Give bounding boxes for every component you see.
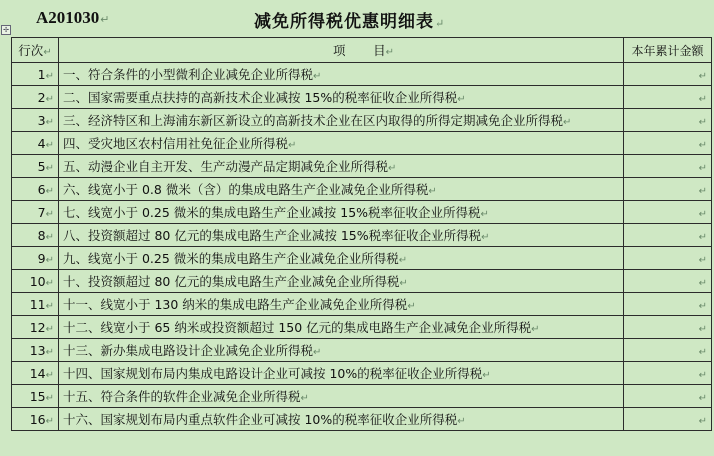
cell-mark-icon: ↵ [398, 255, 408, 266]
table-row [12, 362, 712, 385]
cell-mark-icon: ↵ [45, 93, 54, 105]
cell-mark-icon: ↵ [457, 416, 466, 427]
row-item-text: 七、线宽小于 0.25 微米的集成电路生产企业减按 15%税率征收企业所得税 [63, 205, 481, 220]
cell-mark-icon: ↵ [698, 162, 707, 174]
row-number: 3 [37, 112, 46, 128]
table-row [12, 408, 712, 431]
header-row-no-text: 行次 [18, 43, 44, 58]
cell-mark-icon: ↵ [698, 300, 707, 312]
cell-mark-icon: ↵ [698, 116, 707, 128]
row-number: 1 [37, 66, 46, 82]
cell-mark-icon: ↵ [45, 208, 54, 220]
row-number: 13 [29, 342, 46, 358]
cell-mark-icon: ↵ [45, 369, 54, 381]
row-amount-cell[interactable] [624, 224, 712, 247]
row-item-cell[interactable] [59, 339, 624, 362]
row-item-text: 十一、线宽小于 130 纳米的集成电路生产企业减免企业所得税 [63, 297, 408, 312]
cell-mark-icon: ↵ [288, 140, 297, 151]
cell-mark-icon: ↵ [385, 47, 394, 58]
form-title [254, 7, 445, 32]
row-item-cell[interactable] [59, 201, 624, 224]
row-item-text: 一、符合条件的小型微利企业减免企业所得税 [63, 67, 314, 82]
cell-mark-icon: ↵ [45, 346, 54, 358]
table-row [12, 339, 712, 362]
cell-mark-icon: ↵ [698, 369, 707, 381]
row-item-text: 五、动漫企业自主开发、生产动漫产品定期减免企业所得税 [63, 159, 389, 174]
header-amount[interactable] [624, 38, 712, 63]
tax-relief-table [11, 37, 712, 431]
row-item-cell[interactable] [59, 63, 624, 86]
row-item-cell[interactable] [59, 385, 624, 408]
row-item-text: 九、线宽小于 0.25 微米的集成电路生产企业减免企业所得税 [63, 251, 399, 266]
cell-mark-icon: ↵ [45, 415, 54, 427]
cell-mark-icon: ↵ [45, 185, 54, 197]
row-item-text: 八、投资额超过 80 亿元的集成电路生产企业减按 15%税率征收企业所得税 [63, 228, 482, 243]
cell-mark-icon: ↵ [531, 324, 540, 335]
row-number-cell[interactable] [12, 270, 59, 293]
cell-mark-icon: ↵ [481, 232, 490, 243]
cell-mark-icon: ↵ [45, 323, 54, 335]
table-row [12, 316, 712, 339]
row-number-cell[interactable] [12, 224, 59, 247]
cell-mark-icon: ↵ [45, 254, 54, 266]
row-number-cell[interactable] [12, 408, 59, 431]
row-number-cell[interactable] [12, 155, 59, 178]
row-number-cell[interactable] [12, 201, 59, 224]
cell-mark-icon: ↵ [313, 71, 322, 82]
row-item-cell[interactable] [59, 362, 624, 385]
cell-mark-icon: ↵ [698, 231, 707, 243]
row-item-cell[interactable] [59, 109, 624, 132]
row-number: 9 [37, 250, 46, 266]
row-number: 10 [29, 273, 46, 289]
row-number: 15 [29, 388, 46, 404]
row-number-cell[interactable] [12, 178, 59, 201]
row-number-cell[interactable] [12, 132, 59, 155]
row-item-cell[interactable] [59, 132, 624, 155]
cell-mark-icon: ↵ [45, 392, 54, 404]
row-amount-cell[interactable] [624, 316, 712, 339]
row-amount-cell[interactable] [624, 293, 712, 316]
cell-mark-icon: ↵ [698, 277, 707, 289]
table-row [12, 63, 712, 86]
row-item-text: 四、受灾地区农村信用社免征企业所得税 [63, 136, 289, 151]
row-number-cell[interactable] [12, 63, 59, 86]
table-row [12, 247, 712, 270]
cell-mark-icon: ↵ [388, 163, 397, 174]
row-amount-cell[interactable] [624, 408, 712, 431]
cell-mark-icon: ↵ [698, 323, 707, 335]
table-row [12, 178, 712, 201]
row-item-text: 二、国家需要重点扶持的高新技术企业减按 15%的税率征收企业所得税 [63, 90, 458, 105]
row-item-text: 六、线宽小于 0.8 微米（含）的集成电路生产企业减免企业所得税 [63, 182, 429, 197]
row-number: 7 [37, 204, 46, 220]
row-number-cell[interactable] [12, 293, 59, 316]
row-number-cell[interactable] [12, 362, 59, 385]
cell-mark-icon: ↵ [698, 208, 707, 220]
cell-mark-icon: ↵ [698, 185, 707, 197]
row-item-text: 十四、国家规划布局内集成电路设计企业可减按 10%的税率征收企业所得税 [63, 366, 483, 381]
cell-mark-icon: ↵ [480, 209, 489, 220]
table-row [12, 86, 712, 109]
form-code-text: A201030 [36, 8, 100, 27]
form-code [36, 8, 110, 28]
cell-mark-icon: ↵ [563, 117, 572, 128]
cell-mark-icon: ↵ [698, 93, 707, 105]
cell-mark-icon: ↵ [457, 94, 466, 105]
row-number: 5 [37, 158, 46, 174]
paragraph-mark-icon: ↵ [435, 17, 446, 30]
row-item-cell[interactable] [59, 224, 624, 247]
row-item-cell[interactable] [59, 155, 624, 178]
table-row [12, 270, 712, 293]
row-item-cell[interactable] [59, 293, 624, 316]
row-amount-cell[interactable] [624, 132, 712, 155]
cell-mark-icon: ↵ [698, 346, 707, 358]
table-header-row [12, 38, 712, 63]
row-number: 16 [29, 411, 46, 427]
paragraph-mark-icon: ↵ [100, 14, 110, 26]
row-item-cell[interactable] [59, 408, 624, 431]
cell-mark-icon: ↵ [45, 162, 54, 174]
row-amount-cell[interactable] [624, 155, 712, 178]
row-number: 6 [37, 181, 46, 197]
cell-mark-icon: ↵ [698, 139, 707, 151]
cell-mark-icon: ↵ [698, 254, 707, 266]
row-item-cell[interactable] [59, 270, 624, 293]
row-item-cell[interactable] [59, 178, 624, 201]
cell-mark-icon: ↵ [698, 70, 707, 82]
cell-mark-icon: ↵ [399, 278, 408, 289]
table-row [12, 293, 712, 316]
row-number-cell[interactable] [12, 247, 59, 270]
table-row [12, 201, 712, 224]
cell-mark-icon: ↵ [45, 116, 54, 128]
table-row [12, 155, 712, 178]
header-row-no[interactable] [12, 38, 59, 63]
row-number-cell[interactable] [12, 316, 59, 339]
row-number-cell[interactable] [12, 339, 59, 362]
header-item-left-text: 项 [333, 43, 346, 58]
row-item-cell[interactable] [59, 316, 624, 339]
row-number: 4 [37, 135, 46, 151]
cell-mark-icon: ↵ [45, 139, 54, 151]
row-amount-cell[interactable] [624, 339, 712, 362]
row-number: 14 [29, 365, 46, 381]
row-item-text: 十三、新办集成电路设计企业减免企业所得税 [63, 343, 314, 358]
row-number: 11 [29, 296, 46, 312]
table-row [12, 224, 712, 247]
row-amount-cell[interactable] [624, 270, 712, 293]
header-amount-text: 本年累计金额 [631, 43, 704, 58]
row-amount-cell[interactable] [624, 247, 712, 270]
cell-mark-icon: ↵ [45, 231, 54, 243]
table-move-handle-icon[interactable]: ✢ [1, 25, 11, 35]
table-row [12, 132, 712, 155]
cell-mark-icon: ↵ [698, 392, 707, 404]
cell-mark-icon: ↵ [45, 70, 54, 82]
row-amount-cell[interactable] [624, 362, 712, 385]
form-title-text: 减免所得税优惠明细表 [254, 12, 434, 32]
row-item-text: 十六、国家规划布局内重点软件企业可减按 10%的税率征收企业所得税 [63, 412, 458, 427]
row-amount-cell[interactable] [624, 385, 712, 408]
cell-mark-icon: ↵ [428, 186, 437, 197]
cell-mark-icon: ↵ [45, 277, 54, 289]
row-amount-cell[interactable] [624, 109, 712, 132]
table-row [12, 385, 712, 408]
row-amount-cell[interactable] [624, 178, 712, 201]
row-number-cell[interactable] [12, 109, 59, 132]
row-item-text: 三、经济特区和上海浦东新区新设立的高新技术企业在区内取得的所得定期减免企业所得税 [63, 113, 564, 128]
cell-mark-icon: ↵ [698, 415, 707, 427]
row-number: 8 [37, 227, 46, 243]
table-row [12, 109, 712, 132]
row-item-text: 十二、线宽小于 65 纳米或投资额超过 150 亿元的集成电路生产企业减免企业所得税 [63, 320, 532, 335]
cell-mark-icon: ↵ [407, 301, 416, 312]
cell-mark-icon: ↵ [45, 300, 54, 312]
cell-mark-icon: ↵ [482, 370, 491, 381]
row-item-cell[interactable] [59, 86, 624, 109]
row-amount-cell[interactable] [624, 201, 712, 224]
cell-mark-icon: ↵ [43, 47, 52, 58]
row-number: 2 [37, 89, 46, 105]
row-amount-cell[interactable] [624, 63, 712, 86]
cell-mark-icon: ↵ [313, 347, 322, 358]
row-number-cell[interactable] [12, 86, 59, 109]
row-number: 12 [29, 319, 46, 335]
row-item-cell[interactable] [59, 247, 624, 270]
row-number-cell[interactable] [12, 385, 59, 408]
header-item-right-text: 目 [373, 43, 386, 58]
header-item[interactable] [59, 38, 624, 63]
cell-mark-icon: ↵ [300, 393, 309, 404]
row-amount-cell[interactable] [624, 86, 712, 109]
row-item-text: 十五、符合条件的软件企业减免企业所得税 [63, 389, 301, 404]
form-header [0, 0, 714, 34]
row-item-text: 十、投资额超过 80 亿元的集成电路生产企业减免企业所得税 [63, 274, 400, 289]
